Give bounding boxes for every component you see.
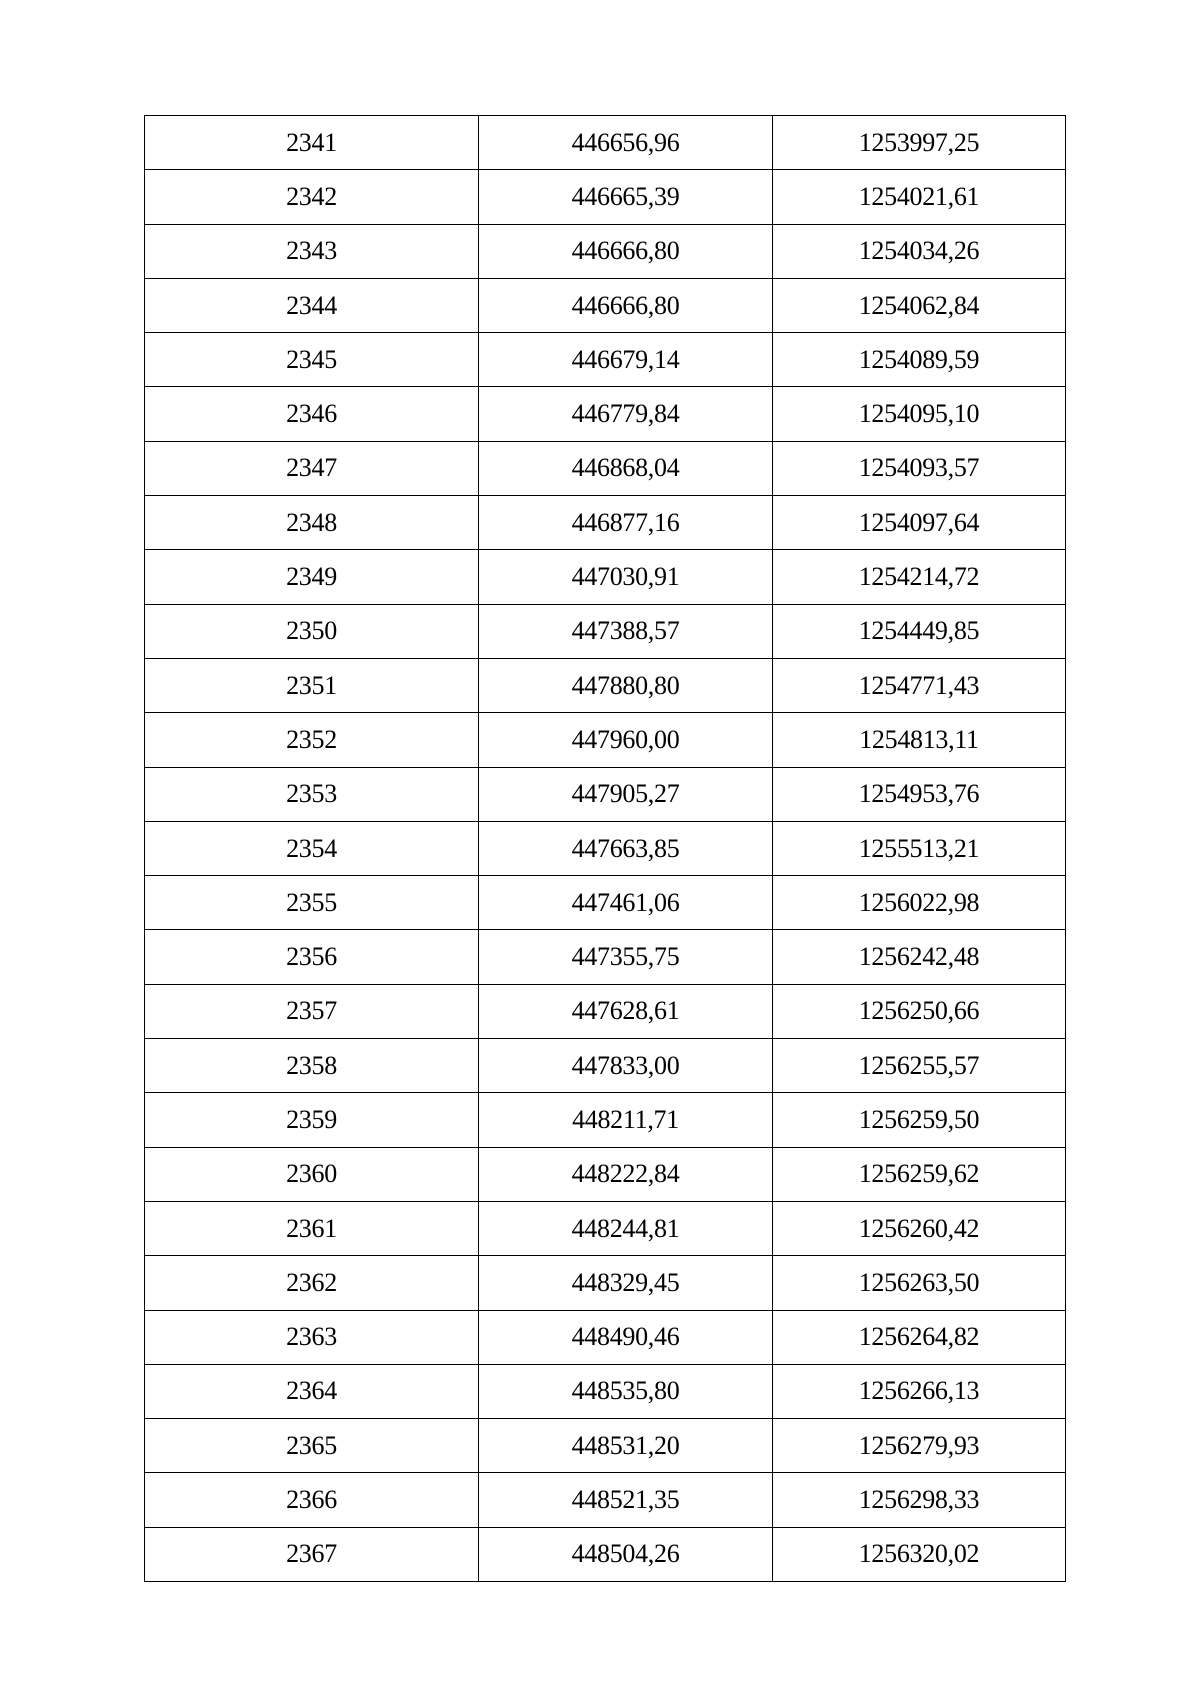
table-row [145, 713, 1066, 767]
y-coordinate-cell: 1256259,50 [773, 1093, 1066, 1147]
table-row [145, 333, 1066, 387]
x-coordinate-cell: 446656,96 [479, 116, 773, 170]
point-number-cell: 2342 [145, 170, 479, 224]
point-number-cell: 2363 [145, 1310, 479, 1364]
x-coordinate-cell: 448535,80 [479, 1364, 773, 1418]
y-coordinate-cell: 1254089,59 [773, 333, 1066, 387]
point-number-cell: 2366 [145, 1473, 479, 1527]
point-number-cell: 2354 [145, 821, 479, 875]
x-coordinate-cell: 446679,14 [479, 333, 773, 387]
x-coordinate-cell: 448521,35 [479, 1473, 773, 1527]
x-coordinate-cell: 448222,84 [479, 1147, 773, 1201]
x-coordinate-cell: 447663,85 [479, 821, 773, 875]
point-number-cell: 2346 [145, 387, 479, 441]
table-row [145, 1256, 1066, 1310]
table-row [145, 1473, 1066, 1527]
x-coordinate-cell: 447461,06 [479, 876, 773, 930]
point-number-cell: 2345 [145, 333, 479, 387]
table-row [145, 876, 1066, 930]
y-coordinate-cell: 1254953,76 [773, 767, 1066, 821]
x-coordinate-cell: 447628,61 [479, 984, 773, 1038]
y-coordinate-cell: 1256320,02 [773, 1527, 1066, 1581]
point-number-cell: 2348 [145, 496, 479, 550]
table-body [145, 116, 1066, 1582]
x-coordinate-cell: 447030,91 [479, 550, 773, 604]
point-number-cell: 2364 [145, 1364, 479, 1418]
y-coordinate-cell: 1254093,57 [773, 441, 1066, 495]
point-number-cell: 2343 [145, 224, 479, 278]
x-coordinate-cell: 448211,71 [479, 1093, 773, 1147]
point-number-cell: 2355 [145, 876, 479, 930]
x-coordinate-cell: 446868,04 [479, 441, 773, 495]
y-coordinate-cell: 1255513,21 [773, 821, 1066, 875]
y-coordinate-cell: 1254771,43 [773, 658, 1066, 712]
x-coordinate-cell: 446666,80 [479, 278, 773, 332]
x-coordinate-cell: 446779,84 [479, 387, 773, 441]
table-row [145, 278, 1066, 332]
table-row [145, 1093, 1066, 1147]
table-row [145, 821, 1066, 875]
point-number-cell: 2357 [145, 984, 479, 1038]
x-coordinate-cell: 447905,27 [479, 767, 773, 821]
y-coordinate-cell: 1254034,26 [773, 224, 1066, 278]
y-coordinate-cell: 1254097,64 [773, 496, 1066, 550]
table-row [145, 767, 1066, 821]
table-row [145, 1147, 1066, 1201]
y-coordinate-cell: 1254813,11 [773, 713, 1066, 767]
x-coordinate-cell: 446666,80 [479, 224, 773, 278]
point-number-cell: 2365 [145, 1419, 479, 1473]
table-row [145, 1364, 1066, 1418]
y-coordinate-cell: 1256279,93 [773, 1419, 1066, 1473]
x-coordinate-cell: 447880,80 [479, 658, 773, 712]
point-number-cell: 2353 [145, 767, 479, 821]
y-coordinate-cell: 1256263,50 [773, 1256, 1066, 1310]
table-row [145, 1310, 1066, 1364]
y-coordinate-cell: 1254449,85 [773, 604, 1066, 658]
point-number-cell: 2350 [145, 604, 479, 658]
y-coordinate-cell: 1256260,42 [773, 1201, 1066, 1255]
point-number-cell: 2356 [145, 930, 479, 984]
point-number-cell: 2344 [145, 278, 479, 332]
point-number-cell: 2347 [145, 441, 479, 495]
x-coordinate-cell: 448504,26 [479, 1527, 773, 1581]
table-row [145, 116, 1066, 170]
point-number-cell: 2359 [145, 1093, 479, 1147]
point-number-cell: 2349 [145, 550, 479, 604]
table-row [145, 1201, 1066, 1255]
x-coordinate-cell: 447388,57 [479, 604, 773, 658]
x-coordinate-cell: 447833,00 [479, 1039, 773, 1093]
y-coordinate-cell: 1254021,61 [773, 170, 1066, 224]
point-number-cell: 2362 [145, 1256, 479, 1310]
x-coordinate-cell: 447960,00 [479, 713, 773, 767]
x-coordinate-cell: 448490,46 [479, 1310, 773, 1364]
y-coordinate-cell: 1256259,62 [773, 1147, 1066, 1201]
y-coordinate-cell: 1256266,13 [773, 1364, 1066, 1418]
coordinates-table [144, 115, 1066, 1582]
x-coordinate-cell: 446877,16 [479, 496, 773, 550]
table-row [145, 224, 1066, 278]
x-coordinate-cell: 446665,39 [479, 170, 773, 224]
y-coordinate-cell: 1254214,72 [773, 550, 1066, 604]
table-row [145, 984, 1066, 1038]
y-coordinate-cell: 1254062,84 [773, 278, 1066, 332]
y-coordinate-cell: 1256298,33 [773, 1473, 1066, 1527]
x-coordinate-cell: 447355,75 [479, 930, 773, 984]
table-row [145, 604, 1066, 658]
x-coordinate-cell: 448329,45 [479, 1256, 773, 1310]
y-coordinate-cell: 1253997,25 [773, 116, 1066, 170]
point-number-cell: 2361 [145, 1201, 479, 1255]
y-coordinate-cell: 1256242,48 [773, 930, 1066, 984]
y-coordinate-cell: 1256264,82 [773, 1310, 1066, 1364]
x-coordinate-cell: 448531,20 [479, 1419, 773, 1473]
point-number-cell: 2341 [145, 116, 479, 170]
point-number-cell: 2351 [145, 658, 479, 712]
y-coordinate-cell: 1256022,98 [773, 876, 1066, 930]
table-row [145, 441, 1066, 495]
table-row [145, 1527, 1066, 1581]
point-number-cell: 2367 [145, 1527, 479, 1581]
table-row [145, 550, 1066, 604]
table-row [145, 496, 1066, 550]
point-number-cell: 2358 [145, 1039, 479, 1093]
y-coordinate-cell: 1254095,10 [773, 387, 1066, 441]
point-number-cell: 2360 [145, 1147, 479, 1201]
point-number-cell: 2352 [145, 713, 479, 767]
table-row [145, 170, 1066, 224]
table-row [145, 658, 1066, 712]
x-coordinate-cell: 448244,81 [479, 1201, 773, 1255]
table-row [145, 1039, 1066, 1093]
y-coordinate-cell: 1256250,66 [773, 984, 1066, 1038]
y-coordinate-cell: 1256255,57 [773, 1039, 1066, 1093]
table-row [145, 1419, 1066, 1473]
table-row [145, 387, 1066, 441]
table-row [145, 930, 1066, 984]
